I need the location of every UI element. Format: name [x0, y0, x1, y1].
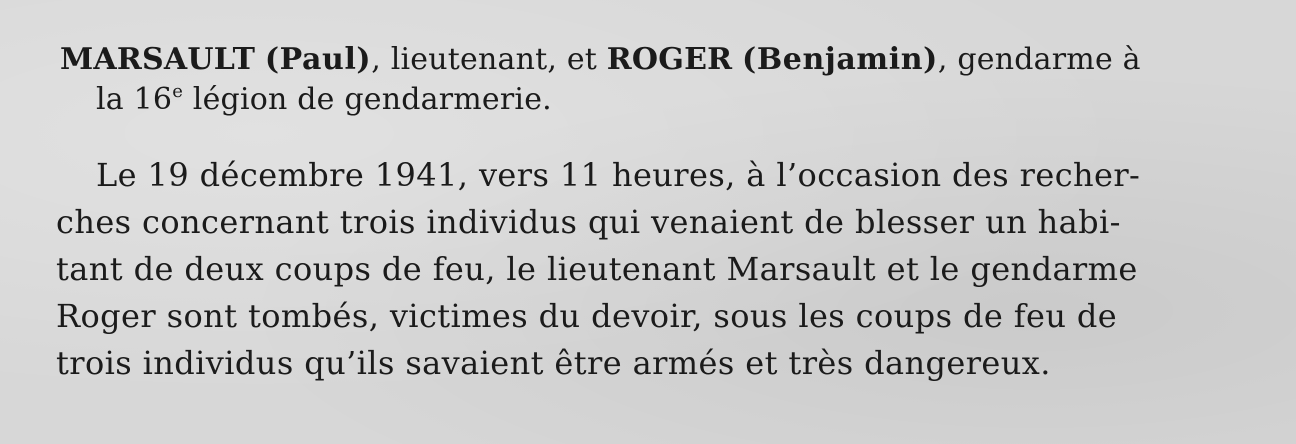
rank-lieutenant: , lieutenant, et — [371, 42, 607, 77]
unit-suffix: légion de gendarmerie. — [183, 82, 552, 117]
unit-prefix: la 16 — [96, 82, 173, 117]
surname-marsault: MARSAULT — [60, 42, 256, 77]
unit-line — [60, 80, 1250, 120]
given-name-paul: (Paul) — [264, 42, 372, 77]
body-line-5: trois individus qu’ils savaient être armés et très dangereux. — [56, 344, 1051, 382]
surname-roger: ROGER — [606, 42, 733, 77]
body-line-3: tant de deux coups de feu, le lieutenant Marsault et le gendarme — [56, 250, 1138, 288]
body-line-2: ches concernant trois individus qui venaient de blesser un habi- — [56, 203, 1121, 241]
body-line-1: Le 19 décembre 1941, vers 11 heures, à l’occasion des recher- — [96, 156, 1141, 194]
citation-body — [56, 152, 1246, 387]
body-line-4: Roger sont tombés, victimes du devoir, sous les coups de feu de — [56, 297, 1118, 335]
citation-heading — [60, 40, 1250, 120]
unit-ordinal-sup: e — [172, 81, 184, 102]
rank-gendarme: , gendarme à — [937, 42, 1141, 77]
given-name-benjamin: (Benjamin) — [742, 42, 938, 77]
